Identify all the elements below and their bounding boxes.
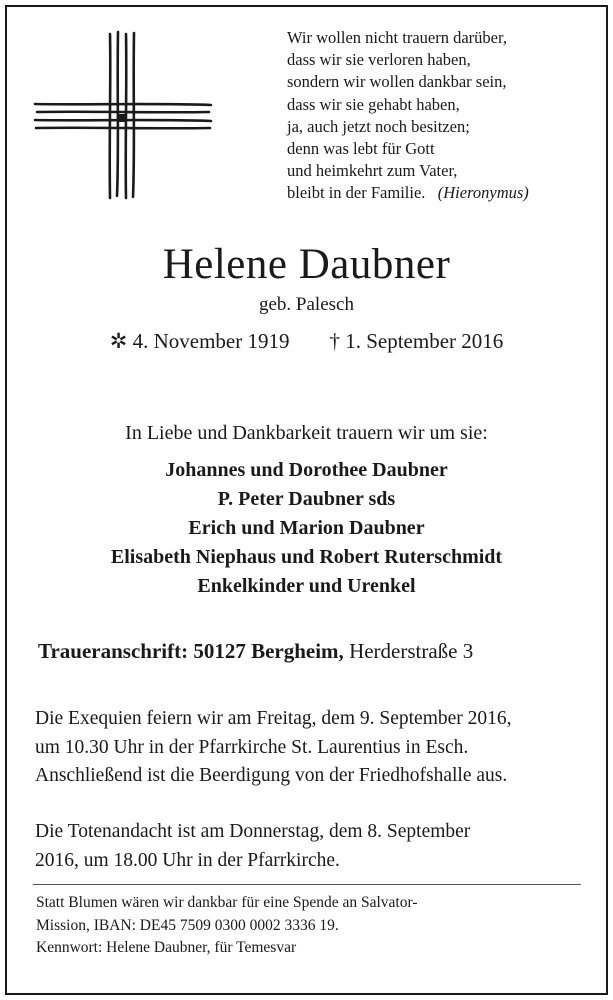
service-line: um 10.30 Uhr in der Pfarrkirche St. Laurentius in Esch. [35, 736, 469, 758]
maiden-name: geb. Palesch [259, 294, 354, 315]
mourner-name: P. Peter Daubner sds [217, 488, 396, 510]
service-info [35, 705, 512, 791]
service-line: Anschließend ist die Beerdigung von der Friedhofshalle aus. [35, 765, 508, 786]
vigil-line: 2016, um 18.00 Uhr in der Pfarrkirche. [35, 849, 340, 871]
vigil-info [35, 818, 470, 875]
donation-line: Mission, IBAN: DE45 7509 0300 0002 3336 19. [36, 916, 339, 934]
birth-date: 4. November 1919 [132, 329, 290, 353]
poem-line: bleibt in der Familie. [287, 183, 426, 203]
divider [33, 884, 581, 885]
poem-line: denn was lebt für Gott [287, 139, 435, 159]
mourners-list [7, 456, 606, 601]
mourner-name: Johannes und Dorothee Daubner [165, 459, 448, 481]
birth-symbol-icon: ✲ [109, 329, 128, 353]
poem-line: Wir wollen nicht trauern darüber, [287, 28, 507, 47]
address-label: Traueranschrift: 50127 Bergheim, [38, 639, 344, 663]
donation-line: Kennwort: Helene Daubner, für Temesvar [36, 939, 297, 956]
address-street: Herderstraße 3 [349, 639, 474, 663]
poem-line: ja, auch jetzt noch besitzen; [287, 116, 470, 136]
mourner-name: Erich und Marion Daubner [188, 517, 425, 539]
service-line: Die Exequien feiern wir am Freitag, dem 9. September 2016, [35, 708, 512, 729]
death-date: 1. September 2016 [345, 329, 504, 353]
poem-last-line [287, 182, 587, 204]
poem-line: dass wir sie verloren haben, [287, 50, 471, 70]
poem-line: dass wir sie gehabt haben, [287, 94, 460, 114]
poem-author: (Hieronymus) [437, 183, 529, 203]
poem [287, 27, 587, 205]
poem-line: und heimkehrt zum Vater, [287, 161, 458, 181]
cross-icon [33, 30, 213, 200]
donation-line: Statt Blumen wären wir dankbar für eine Spende an Salvator- [36, 894, 418, 911]
vigil-line: Die Totenandacht ist am Donnerstag, dem 8. September [35, 821, 471, 842]
death-symbol-icon: † [329, 329, 340, 353]
mourner-name: Enkelkinder und Urenkel [197, 575, 416, 597]
mourner-name: Elisabeth Niephaus und Robert Ruterschmidt [110, 546, 503, 568]
deceased-name: Helene Daubner [162, 241, 451, 288]
donation-note [36, 892, 417, 960]
life-dates [7, 327, 606, 355]
mourners-intro: In Liebe und Dankbarkeit trauern wir um sie: [125, 422, 488, 444]
poem-line: sondern wir wollen dankbar sein, [287, 72, 507, 92]
mourning-address [38, 637, 473, 665]
